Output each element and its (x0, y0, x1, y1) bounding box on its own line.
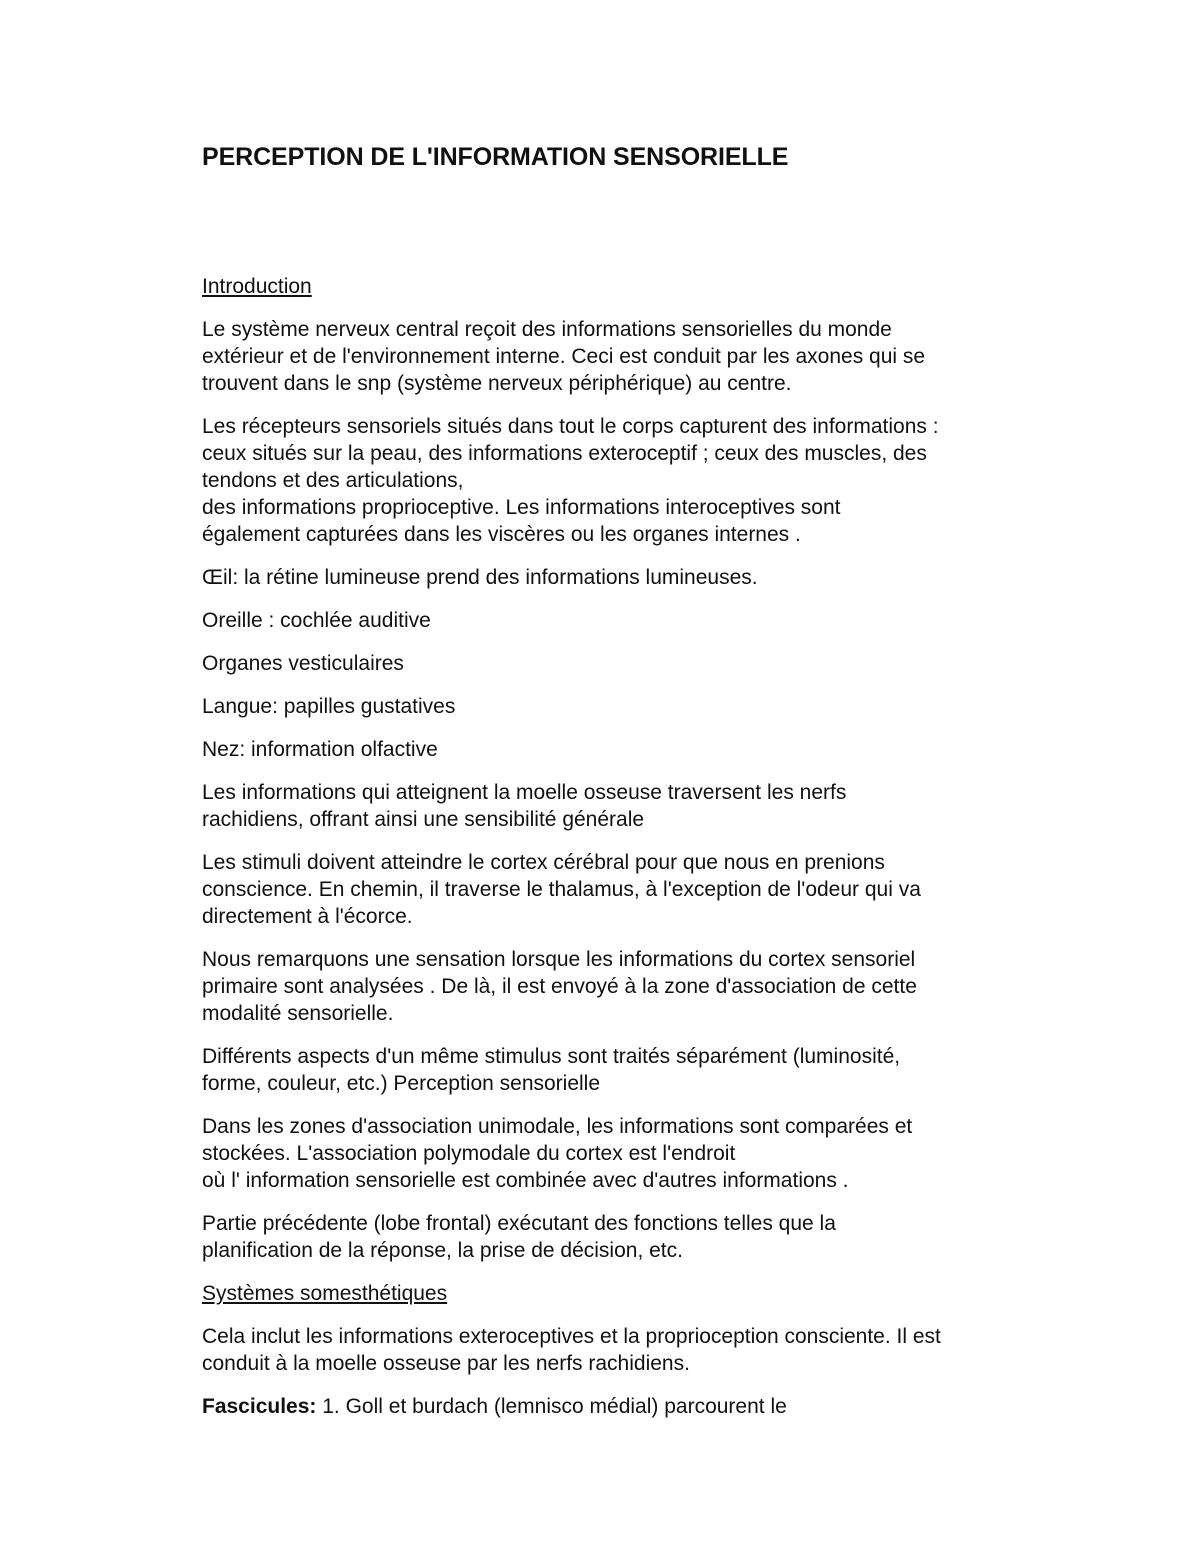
paragraph-eye: Œil: la rétine lumineuse prend des informations lumineuses. (202, 566, 758, 589)
section-heading-introduction: Introduction (202, 275, 312, 298)
text-line: tendons et des articulations, (202, 469, 464, 492)
section-heading-somesthetic: Systèmes somesthétiques (202, 1282, 448, 1305)
text-line: conduit à la moelle osseuse par les nerfs rachidiens. (202, 1352, 690, 1375)
text-line: Partie précédente (lobe frontal) exécutant des fonctions telles que la (202, 1212, 836, 1235)
text-line: forme, couleur, etc.) Perception sensorielle (202, 1072, 601, 1095)
text-line: où l' information sensorielle est combinée avec d'autres informations . (202, 1169, 849, 1192)
paragraph-nose: Nez: information olfactive (202, 738, 438, 761)
paragraph-stimuli (202, 849, 1062, 930)
text-line: trouvent dans le snp (système nerveux périphérique) au centre. (202, 372, 792, 395)
paragraph-tongue: Langue: papilles gustatives (202, 695, 456, 718)
text-line: directement à l'écorce. (202, 905, 413, 928)
text-line: conscience. En chemin, il traverse le thalamus, à l'exception de l'odeur qui va (202, 878, 921, 901)
fascicles-text: 1. Goll et burdach (lemnisco médial) parcourent le (316, 1395, 787, 1418)
paragraph-frontal-lobe (202, 1210, 1062, 1264)
paragraph-aspects (202, 1043, 1062, 1097)
paragraph-ear: Oreille : cochlée auditive (202, 609, 431, 632)
text-line: Nous remarquons une sensation lorsque les informations du cortex sensoriel (202, 948, 916, 971)
text-line: Cela inclut les informations exteroceptives et la proprioception consciente. Il est (202, 1325, 941, 1348)
text-line: Les stimuli doivent atteindre le cortex cérébral pour que nous en prenions (202, 851, 885, 874)
text-line: Différents aspects d'un même stimulus sont traités séparément (luminosité, (202, 1045, 901, 1068)
text-line: des informations proprioceptive. Les informations interoceptives sont (202, 496, 841, 519)
fascicles-label: Fascicules: (202, 1395, 317, 1418)
text-line: Les informations qui atteignent la moelle osseuse traversent les nerfs (202, 781, 847, 804)
text-line: planification de la réponse, la prise de décision, etc. (202, 1239, 683, 1262)
text-line: stockées. L'association polymodale du cortex est l'endroit (202, 1142, 736, 1165)
text-line: Les récepteurs sensoriels situés dans tout le corps capturent des informations : (202, 415, 939, 438)
paragraph-exteroceptive (202, 1323, 1062, 1377)
text-line: rachidiens, offrant ainsi une sensibilité générale (202, 808, 645, 831)
text-line: extérieur et de l'environnement interne. Ceci est conduit par les axones qui se (202, 345, 926, 368)
text-line: Le système nerveux central reçoit des informations sensorielles du monde (202, 318, 892, 341)
document-title: PERCEPTION DE L'INFORMATION SENSORIELLE (202, 143, 789, 171)
document-body (202, 140, 1062, 1436)
paragraph-receptors (202, 413, 1062, 548)
paragraph-fascicles (202, 1393, 1062, 1420)
paragraph-sensation (202, 946, 1062, 1027)
paragraph-vestibular: Organes vesticulaires (202, 652, 404, 675)
text-line: Dans les zones d'association unimodale, les informations sont comparées et (202, 1115, 913, 1138)
text-line: primaire sont analysées . De là, il est envoyé à la zone d'association de cette (202, 975, 917, 998)
paragraph-snc (202, 316, 1062, 397)
paragraph-spinal-cord (202, 779, 1062, 833)
paragraph-association (202, 1113, 1062, 1194)
text-line: ceux situés sur la peau, des informations exteroceptif ; ceux des muscles, des (202, 442, 927, 465)
text-line: également capturées dans les viscères ou les organes internes . (202, 523, 801, 546)
text-line: modalité sensorielle. (202, 1002, 394, 1025)
